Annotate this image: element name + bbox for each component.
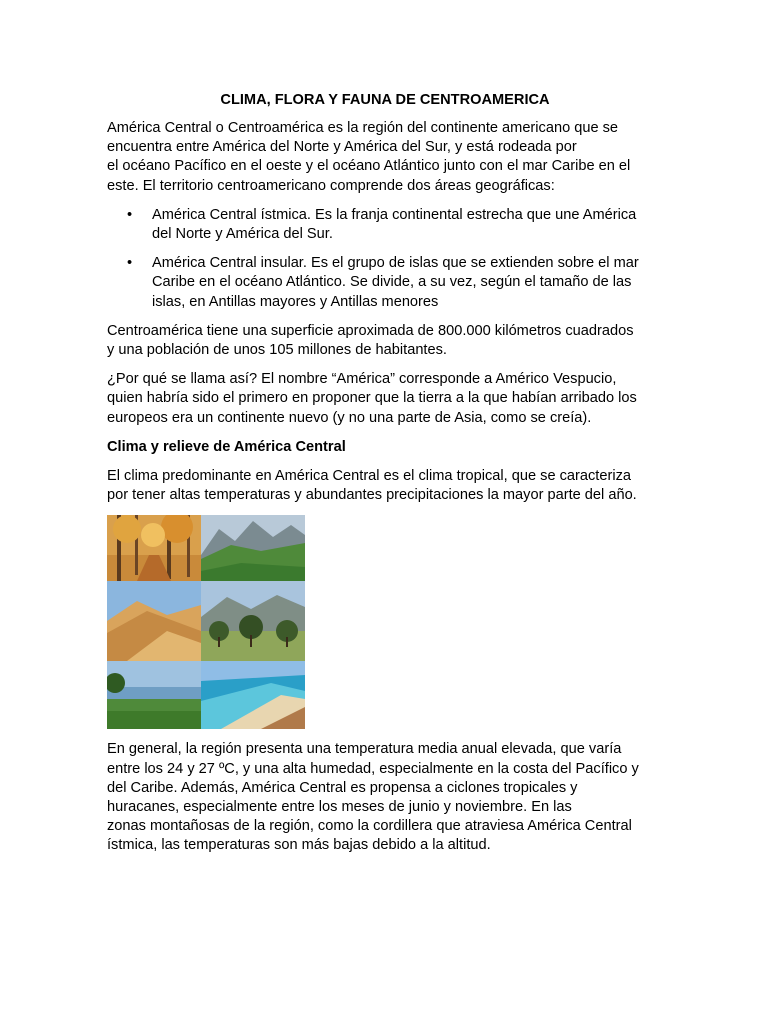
- list-item: [107, 254, 663, 312]
- text-line: América Central ístmica. Es la franja continental estrecha que une América: [152, 206, 637, 223]
- text-line: huracanes, especialmente entre los meses de junio y noviembre. En las: [107, 799, 572, 816]
- document-title: CLIMA, FLORA Y FAUNA DE CENTROAMERICA: [220, 92, 550, 108]
- text-line: y una población de unos 105 millones de habitantes.: [107, 342, 447, 359]
- desert-dunes-icon: [107, 581, 201, 661]
- lake-icon: [107, 661, 201, 729]
- text-line: del Norte y América del Sur.: [152, 226, 333, 243]
- climate-paragraph: [107, 467, 663, 505]
- text-line: ¿Por qué se llama así? El nombre “América” corresponde a Américo Vespucio,: [107, 371, 617, 388]
- list-item: [107, 206, 663, 244]
- olive-grove-icon: [201, 581, 305, 661]
- text-line: entre los 24 y 27 ºC, y una alta humedad, especialmente en la costa del Pacífico y: [107, 760, 639, 777]
- text-line: ístmica, las temperaturas son más bajas debido a la altitud.: [107, 837, 491, 854]
- text-line: del Caribe. Además, América Central es propensa a ciclones tropicales y: [107, 779, 578, 796]
- mountain-valley-icon: [201, 515, 305, 581]
- text-line: este. El territorio centroamericano comprende dos áreas geográficas:: [107, 177, 555, 194]
- autumn-forest-icon: [107, 515, 201, 581]
- bullet-icon: •: [127, 255, 133, 272]
- text-line: América Central o Centroamérica es la región del continente americano que se: [107, 120, 619, 136]
- text-line: El clima predominante en América Central es el clima tropical, que se caracteriza: [107, 468, 631, 485]
- document-page: [107, 90, 663, 866]
- name-origin-paragraph: [107, 370, 663, 428]
- text-line: Caribe en el océano Atlántico. Se divide, a su vez, según el tamaño de las: [152, 274, 632, 291]
- text-line: zonas montañosas de la región, como la cordillera que atraviesa América Central: [107, 818, 632, 835]
- bullet-icon: •: [127, 206, 133, 223]
- text-line: por tener altas temperaturas y abundantes precipitaciones la mayor parte del año.: [107, 487, 637, 504]
- regions-list: [107, 206, 663, 312]
- beach-coast-icon: [201, 661, 305, 729]
- text-line: islas, en Antillas mayores y Antillas menores: [152, 293, 439, 310]
- text-line: quien habría sido el primero en proponer que la tierra a la que habían arribado los: [107, 390, 637, 407]
- text-line: encuentra entre América del Norte y América del Sur, y está rodeada por: [107, 139, 577, 156]
- text-line: América Central insular. Es el grupo de islas que se extienden sobre el mar: [152, 255, 639, 272]
- landscape-collage: [107, 515, 305, 729]
- text-line: el océano Pacífico en el oeste y el océano Atlántico junto con el mar Caribe en el: [107, 158, 631, 175]
- general-paragraph: [107, 740, 663, 855]
- text-line: europeos era un continente nuevo (y no una parte de Asia, como se creía).: [107, 409, 592, 426]
- text-line: Centroamérica tiene una superficie aproximada de 800.000 kilómetros cuadrados: [107, 322, 634, 339]
- surface-paragraph: [107, 322, 663, 360]
- text-line: En general, la región presenta una temperatura media anual elevada, que varía: [107, 741, 622, 758]
- intro-paragraph: [107, 119, 663, 196]
- section-heading-climate: Clima y relieve de América Central: [107, 438, 346, 455]
